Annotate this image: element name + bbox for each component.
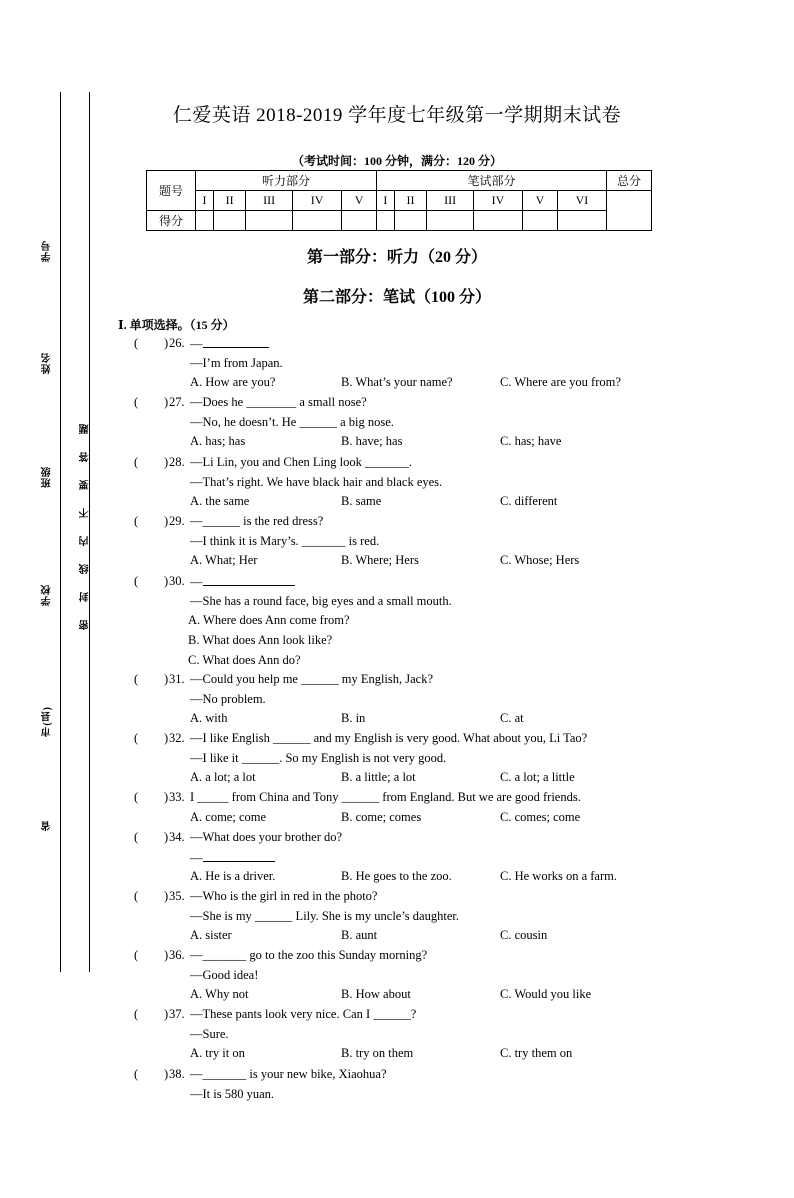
answer-paren-close: ) bbox=[164, 455, 169, 469]
question-number: 28. bbox=[169, 455, 185, 469]
answer-paren-close: ) bbox=[164, 574, 169, 588]
seal-char: 密 bbox=[80, 620, 91, 630]
answer-paren-close: ) bbox=[164, 336, 169, 350]
question-reply: —It is 580 yuan. bbox=[190, 1086, 275, 1101]
answer-option[interactable]: C. comes; come bbox=[500, 809, 581, 824]
answer-option[interactable]: C. He works on a farm. bbox=[500, 869, 617, 884]
score-col-listen: V bbox=[342, 191, 377, 211]
margin-label-city: 市(县) bbox=[42, 706, 53, 737]
question-number: 34. bbox=[169, 830, 185, 844]
margin-label-class: 班级 bbox=[42, 466, 53, 488]
answer-paren-close: ) bbox=[164, 514, 169, 528]
answer-paren-close: ) bbox=[164, 790, 169, 804]
answer-option[interactable]: A. come; come bbox=[190, 809, 267, 824]
answer-option[interactable]: A. Why not bbox=[190, 987, 249, 1002]
score-col-listen: IV bbox=[293, 191, 342, 211]
question-stem: —Who is the girl in red in the photo? bbox=[190, 889, 378, 903]
answer-option[interactable]: B. aunt bbox=[341, 928, 378, 943]
question-stem: —What does your brother do? bbox=[190, 830, 343, 844]
score-cell[interactable] bbox=[246, 211, 293, 231]
question-number: 37. bbox=[169, 1007, 185, 1021]
answer-option[interactable]: B. What does Ann look like? bbox=[188, 633, 333, 648]
question-stem: —These pants look very nice. Can I ______? bbox=[190, 1007, 417, 1021]
answer-paren-close: ) bbox=[164, 948, 169, 962]
answer-paren-close: ) bbox=[164, 395, 169, 409]
answer-option[interactable]: C. try them on bbox=[500, 1046, 573, 1061]
answer-paren-open: ( bbox=[134, 731, 139, 745]
margin-label-name: 姓名 bbox=[42, 352, 53, 374]
question-stem: — bbox=[190, 336, 269, 352]
score-table-listening: 听力部分 bbox=[196, 171, 377, 191]
question-reply: —I think it is Mary’s. _______ is red. bbox=[190, 533, 380, 548]
score-col-listen: I bbox=[196, 191, 214, 211]
section-heading: Ⅰ. 单项选择。（15 分） bbox=[118, 318, 235, 332]
answer-option[interactable]: C. different bbox=[500, 494, 558, 509]
answer-option[interactable]: A. sister bbox=[190, 928, 232, 943]
question-reply: —Good idea! bbox=[190, 967, 259, 982]
score-col-write: I bbox=[376, 191, 394, 211]
fill-blank bbox=[203, 850, 275, 862]
exam-title: 仁爱英语 2018-2019 学年度七年级第一学期期末试卷 bbox=[172, 105, 622, 126]
score-col-write: V bbox=[523, 191, 558, 211]
question-stem: —Li Lin, you and Chen Ling look _______. bbox=[190, 455, 412, 469]
question-reply: —I’m from Japan. bbox=[190, 355, 283, 370]
answer-option[interactable]: C. Would you like bbox=[500, 987, 592, 1002]
score-table-defen: 得分 bbox=[147, 211, 196, 231]
question-stem: —Could you help me ______ my English, Jack? bbox=[190, 672, 434, 686]
answer-option[interactable]: A. try it on bbox=[190, 1046, 245, 1061]
score-table-tihao: 题号 bbox=[147, 171, 196, 211]
answer-option[interactable]: C. Whose; Hers bbox=[500, 553, 580, 568]
score-table bbox=[146, 170, 652, 231]
score-col-listen: II bbox=[213, 191, 245, 211]
question-reply: — bbox=[190, 850, 275, 866]
score-cell[interactable] bbox=[523, 211, 558, 231]
answer-option[interactable]: B. have; has bbox=[341, 434, 403, 449]
question-number: 26. bbox=[169, 336, 185, 350]
score-col-write: IV bbox=[473, 191, 522, 211]
seal-char: 不 bbox=[80, 508, 91, 518]
answer-option[interactable]: C. What does Ann do? bbox=[188, 652, 301, 667]
question-number: 36. bbox=[169, 948, 185, 962]
answer-paren-open: ( bbox=[134, 1007, 139, 1021]
score-table-total: 总分 bbox=[607, 171, 652, 191]
answer-paren-close: ) bbox=[164, 672, 169, 686]
answer-paren-close: ) bbox=[164, 731, 169, 745]
answer-paren-close: ) bbox=[164, 1067, 169, 1081]
answer-paren-open: ( bbox=[134, 1067, 139, 1081]
answer-paren-open: ( bbox=[134, 672, 139, 686]
question-number: 30. bbox=[169, 574, 185, 588]
answer-option[interactable]: A. Where does Ann come from? bbox=[188, 613, 350, 628]
answer-paren-open: ( bbox=[134, 514, 139, 528]
question-stem: —_______ is your new bike, Xiaohua? bbox=[190, 1067, 387, 1081]
seal-char: 答 bbox=[80, 452, 91, 462]
question-stem: —Does he ________ a small nose? bbox=[190, 395, 367, 409]
question-reply: —That’s right. We have black hair and black eyes. bbox=[190, 474, 443, 489]
answer-option[interactable]: A. What; Her bbox=[190, 553, 258, 568]
question-stem: —I like English ______ and my English is very good. What about you, Li Tao? bbox=[190, 731, 588, 745]
answer-option[interactable]: A. the same bbox=[190, 494, 250, 509]
score-total-cell[interactable] bbox=[607, 191, 652, 231]
score-col-write: III bbox=[427, 191, 474, 211]
answer-option[interactable]: B. How about bbox=[341, 987, 411, 1002]
answer-option[interactable]: B. a little; a lot bbox=[341, 770, 416, 785]
margin-label-school: 学校 bbox=[42, 584, 53, 606]
score-cell[interactable] bbox=[427, 211, 474, 231]
question-number: 27. bbox=[169, 395, 185, 409]
question-number: 31. bbox=[169, 672, 185, 686]
score-cell[interactable] bbox=[293, 211, 342, 231]
question-number: 32. bbox=[169, 731, 185, 745]
answer-option[interactable]: A. with bbox=[190, 711, 228, 726]
score-col-listen: III bbox=[246, 191, 293, 211]
answer-option[interactable]: B. come; comes bbox=[341, 809, 422, 824]
question-number: 29. bbox=[169, 514, 185, 528]
answer-paren-open: ( bbox=[134, 455, 139, 469]
answer-option[interactable]: A. How are you? bbox=[190, 375, 276, 390]
answer-option[interactable]: B. What’s your name? bbox=[341, 375, 453, 390]
score-cell[interactable] bbox=[376, 211, 394, 231]
seal-char: 要 bbox=[80, 480, 91, 490]
score-table-writing: 笔试部分 bbox=[376, 171, 606, 191]
answer-option[interactable]: C. a lot; a little bbox=[500, 770, 575, 785]
answer-option[interactable]: A. a lot; a lot bbox=[190, 770, 256, 785]
score-col-write: II bbox=[394, 191, 426, 211]
seal-char: 线 bbox=[80, 564, 91, 574]
question-number: 35. bbox=[169, 889, 185, 903]
answer-option[interactable]: B. He goes to the zoo. bbox=[341, 869, 452, 884]
score-cell[interactable] bbox=[342, 211, 377, 231]
score-cell[interactable] bbox=[473, 211, 522, 231]
answer-option[interactable]: A. has; has bbox=[190, 434, 246, 449]
answer-option[interactable]: A. He is a driver. bbox=[190, 869, 276, 884]
answer-option[interactable]: C. has; have bbox=[500, 434, 562, 449]
score-cell[interactable] bbox=[196, 211, 214, 231]
fill-blank bbox=[203, 336, 269, 348]
score-col-write: VI bbox=[557, 191, 606, 211]
question-number: 33. bbox=[169, 790, 185, 804]
question-reply: —No problem. bbox=[190, 691, 266, 706]
question-reply: —I like it ______. So my English is not very good. bbox=[190, 750, 447, 765]
margin-label-province: 省 bbox=[42, 820, 53, 831]
score-cell[interactable] bbox=[557, 211, 606, 231]
question-stem: —_______ go to the zoo this Sunday morning? bbox=[190, 948, 428, 962]
answer-paren-open: ( bbox=[134, 574, 139, 588]
question-reply: —No, he doesn’t. He ______ a big nose. bbox=[190, 414, 394, 429]
answer-option[interactable]: C. at bbox=[500, 711, 524, 726]
answer-paren-open: ( bbox=[134, 948, 139, 962]
margin-label-student-id: 学号 bbox=[42, 240, 53, 262]
answer-paren-open: ( bbox=[134, 830, 139, 844]
seal-char: 封 bbox=[80, 592, 91, 602]
seal-char: 题 bbox=[80, 424, 91, 434]
answer-paren-open: ( bbox=[134, 336, 139, 350]
answer-option[interactable]: C. Where are you from? bbox=[500, 375, 621, 390]
answer-option[interactable]: B. try on them bbox=[341, 1046, 414, 1061]
score-cell[interactable] bbox=[394, 211, 426, 231]
margin-rule-inner bbox=[89, 92, 90, 972]
answer-paren-close: ) bbox=[164, 1007, 169, 1021]
part-one-heading: 第一部分：听力（20 分） bbox=[306, 249, 487, 266]
exam-subtitle: （考试时间：100 分钟，满分：120 分） bbox=[291, 154, 502, 168]
question-stem: — bbox=[190, 574, 295, 590]
fill-blank bbox=[203, 574, 295, 586]
answer-paren-open: ( bbox=[134, 889, 139, 903]
question-reply: —She is my ______ Lily. She is my uncle’s daughter. bbox=[190, 908, 459, 923]
part-two-heading: 第二部分：笔试（100 分） bbox=[302, 289, 491, 306]
answer-option[interactable]: B. Where; Hers bbox=[341, 553, 419, 568]
answer-paren-open: ( bbox=[134, 790, 139, 804]
margin-rule-outer bbox=[60, 92, 61, 972]
answer-option[interactable]: B. same bbox=[341, 494, 382, 509]
question-reply: —She has a round face, big eyes and a small mouth. bbox=[190, 593, 452, 608]
answer-paren-close: ) bbox=[164, 830, 169, 844]
answer-option[interactable]: C. cousin bbox=[500, 928, 548, 943]
question-number: 38. bbox=[169, 1067, 185, 1081]
question-reply: —Sure. bbox=[190, 1026, 229, 1041]
question-stem: —______ is the red dress? bbox=[190, 514, 324, 528]
answer-paren-open: ( bbox=[134, 395, 139, 409]
answer-paren-close: ) bbox=[164, 889, 169, 903]
question-stem: I _____ from China and Tony ______ from England. But we are good friends. bbox=[190, 790, 581, 804]
score-cell[interactable] bbox=[213, 211, 245, 231]
answer-option[interactable]: B. in bbox=[341, 711, 366, 726]
seal-char: 内 bbox=[80, 536, 91, 546]
